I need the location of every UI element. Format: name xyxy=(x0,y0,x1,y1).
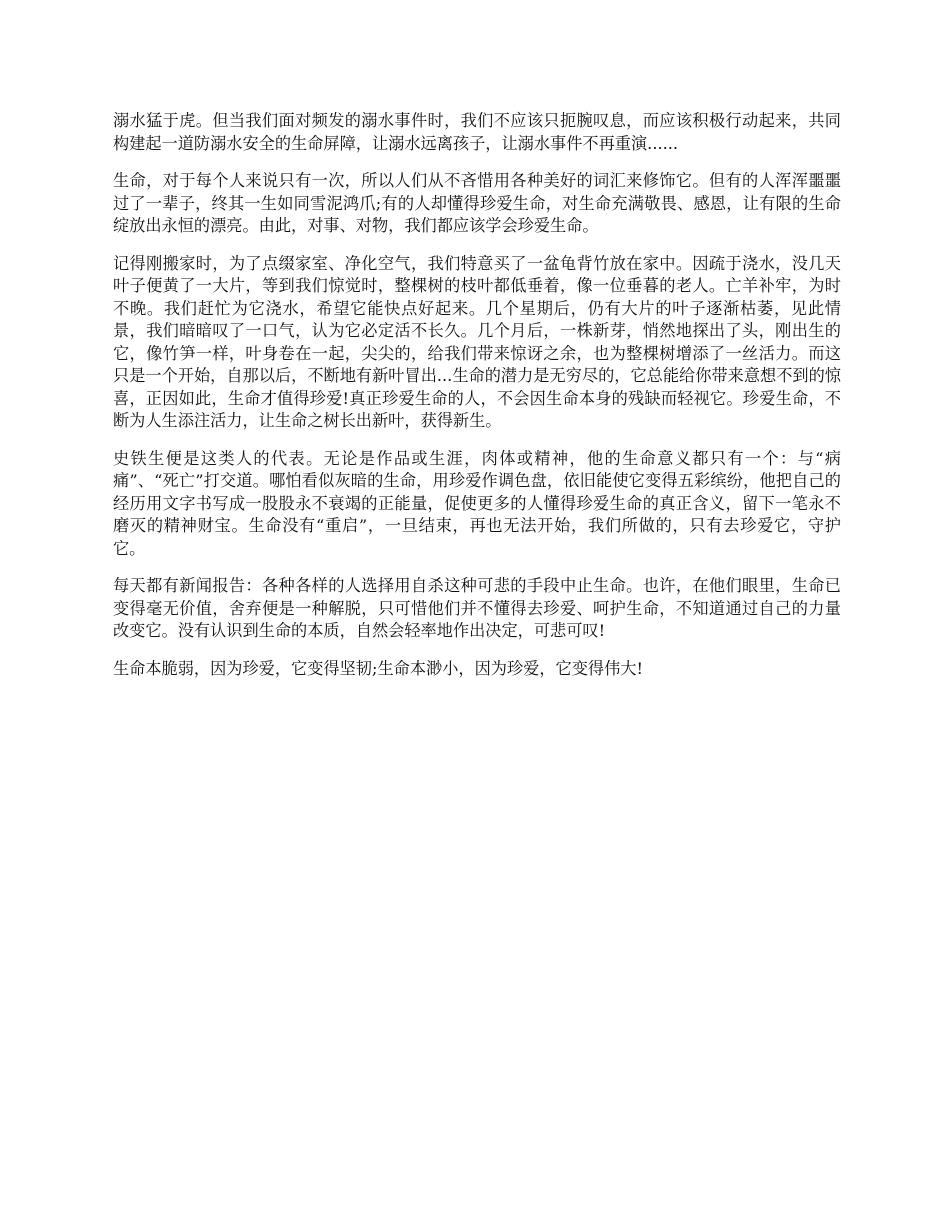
document-body xyxy=(113,110,841,695)
paragraph-conclusion: 生命本脆弱，因为珍爱，它变得坚韧;生命本渺小，因为珍爱，它变得伟大! xyxy=(113,658,643,678)
paragraph-shi-tiesheng: 史铁生便是这类人的代表。无论是作品或生涯，肉体或精神，他的生命意义都只有一个：与“病痛”、“死亡”打交道。哪怕看似灰暗的生命，用珍爱作调色盘，依旧能使它变得五彩缤纷，他把自己的经历用文字书写成一股股永不衰竭的正能量，促使更多的人懂得珍爱生命的真正含义，留下一笔永不磨灭的精神财宝。生命没有“重启”，一旦结束，再也无法开始，我们所做的，只有去珍爱它，守护它。 xyxy=(113,448,841,558)
paragraph-plant-story: 记得刚搬家时，为了点缀家室、净化空气，我们特意买了一盆龟背竹放在家中。因疏于浇水，没几天叶子便黄了一大片，等到我们惊觉时，整棵树的枝叶都低垂着，像一位垂暮的老人。亡羊补牢，为时不晚。我们赶忙为它浇水，希望它能快点好起来。几个星期后，仍有大片的叶子逐渐枯萎，见此情景，我们暗暗叹了一口气，认为它必定活不长久。几个月后，一株新芽，悄然地探出了头，刚出生的它，像竹笋一样，叶身卷在一起，尖尖的，给我们带来惊讶之余，也为整棵树增添了一丝活力。而这只是一个开始，自那以后，不断地有新叶冒出...生命的潜力是无穷尽的，它总能给你带来意想不到的惊喜，正因如此，生命才值得珍爱!真正珍爱生命的人，不会因生命本身的残缺而轻视它。珍爱生命，不断为人生添注活力，让生命之树长出新叶，获得新生。 xyxy=(113,253,841,430)
paragraph-drowning-intro: 溺水猛于虎。但当我们面对频发的溺水事件时，我们不应该只扼腕叹息，而应该积极行动起来，共同构建起一道防溺水安全的生命屏障，让溺水远离孩子，让溺水事件不再重演...... xyxy=(113,111,841,153)
paragraph-news-report: 每天都有新闻报告：各种各样的人选择用自杀这种可悲的手段中止生命。也许，在他们眼里，生命已变得毫无价值，舍弃便是一种解脱，只可惜他们并不懂得去珍爱、呵护生命，不知道通过自己的力量改变它。没有认识到生命的本质，自然会轻率地作出决定，可悲可叹! xyxy=(113,576,841,640)
paragraph-life-once: 生命，对于每个人来说只有一次，所以人们从不吝惜用各种美好的词汇来修饰它。但有的人浑浑噩噩过了一辈子，终其一生如同雪泥鸿爪;有的人却懂得珍爱生命，对生命充满敬畏、感恩，让有限的生命绽放出永恒的漂亮。由此，对事、对物，我们都应该学会珍爱生命。 xyxy=(113,171,841,235)
